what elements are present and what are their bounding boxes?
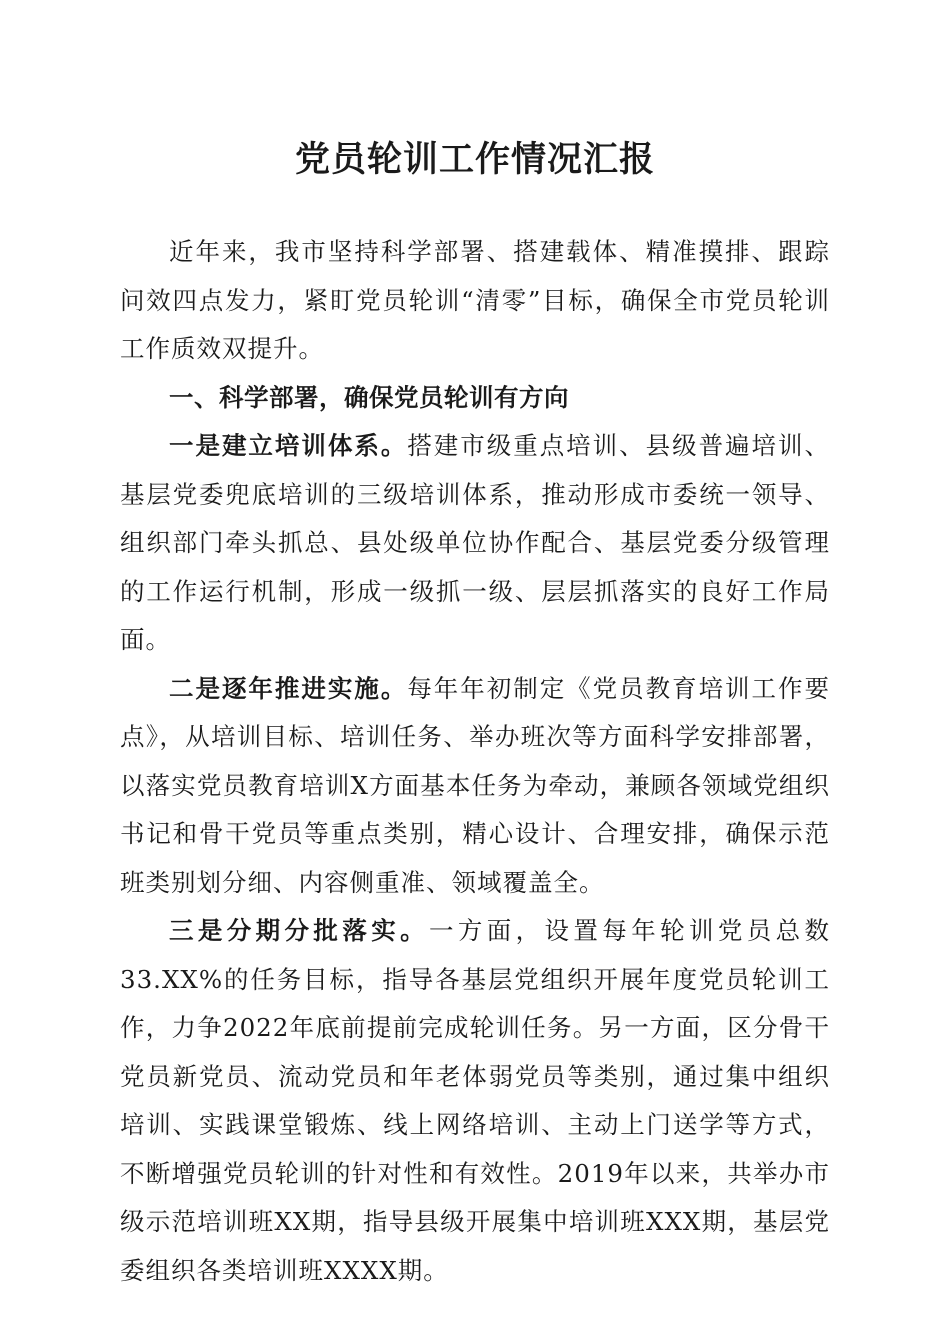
intro-paragraph: 近年来，我市坚持科学部署、搭建载体、精准摸排、跟踪问效四点发力，紧盯党员轮训“清零”目标，确保全市党员轮训工作质效双提升。 <box>120 237 830 363</box>
section-heading: 一、科学部署，确保党员轮训有方向 <box>169 382 569 412</box>
paragraph-item-3 <box>120 907 830 1295</box>
paragraph-item-1 <box>120 422 830 665</box>
paragraph-item-2 <box>120 665 830 908</box>
item-text: 搭建市级重点培训、县级普遍培训、基层党委兜底培训的三级培训体系，推动形成市委统一领导、组织部门牵头抓总、县处级单位协作配合、基层党委分级管理的工作运行机制，形成一级抓一级、层层抓落实的良好工作局面。 <box>120 431 830 654</box>
document-body <box>120 228 830 1295</box>
item-lead: 一是建立培训体系。 <box>169 431 408 460</box>
document-title: 党员轮训工作情况汇报 <box>294 139 655 180</box>
item-lead: 三是分期分批落实。 <box>169 916 429 945</box>
item-lead: 二是逐年推进实施。 <box>169 673 408 703</box>
item-text: 一方面，设置每年轮训党员总数33.XX%的任务目标，指导各基层党组织开展年度党员轮训工作，力争2022年底前提前完成轮训任务。另一方面，区分骨干党员新党员、流动党员和年老体弱党员等类别，通过集中组织培训、实践课堂锻炼、线上网络培训、主动上门送学等方式，不断增强党员轮训的针对性和有效性。2019年以来，共举办市级示范培训班XX期，指导县级开展集中培训班XXX期，基层党委组织各类培训班XXXX期。 <box>120 916 831 1285</box>
item-text: 每年年初制定《党员教育培训工作要点》，从培训目标、培训任务、举办班次等方面科学安排部署，以落实党员教育培训X方面基本任务为牵动，兼顾各领域党组织书记和骨干党员等重点类别，精心设计、合理安排，确保示范班类别划分细、内容侧重准、领域覆盖全。 <box>120 673 830 897</box>
